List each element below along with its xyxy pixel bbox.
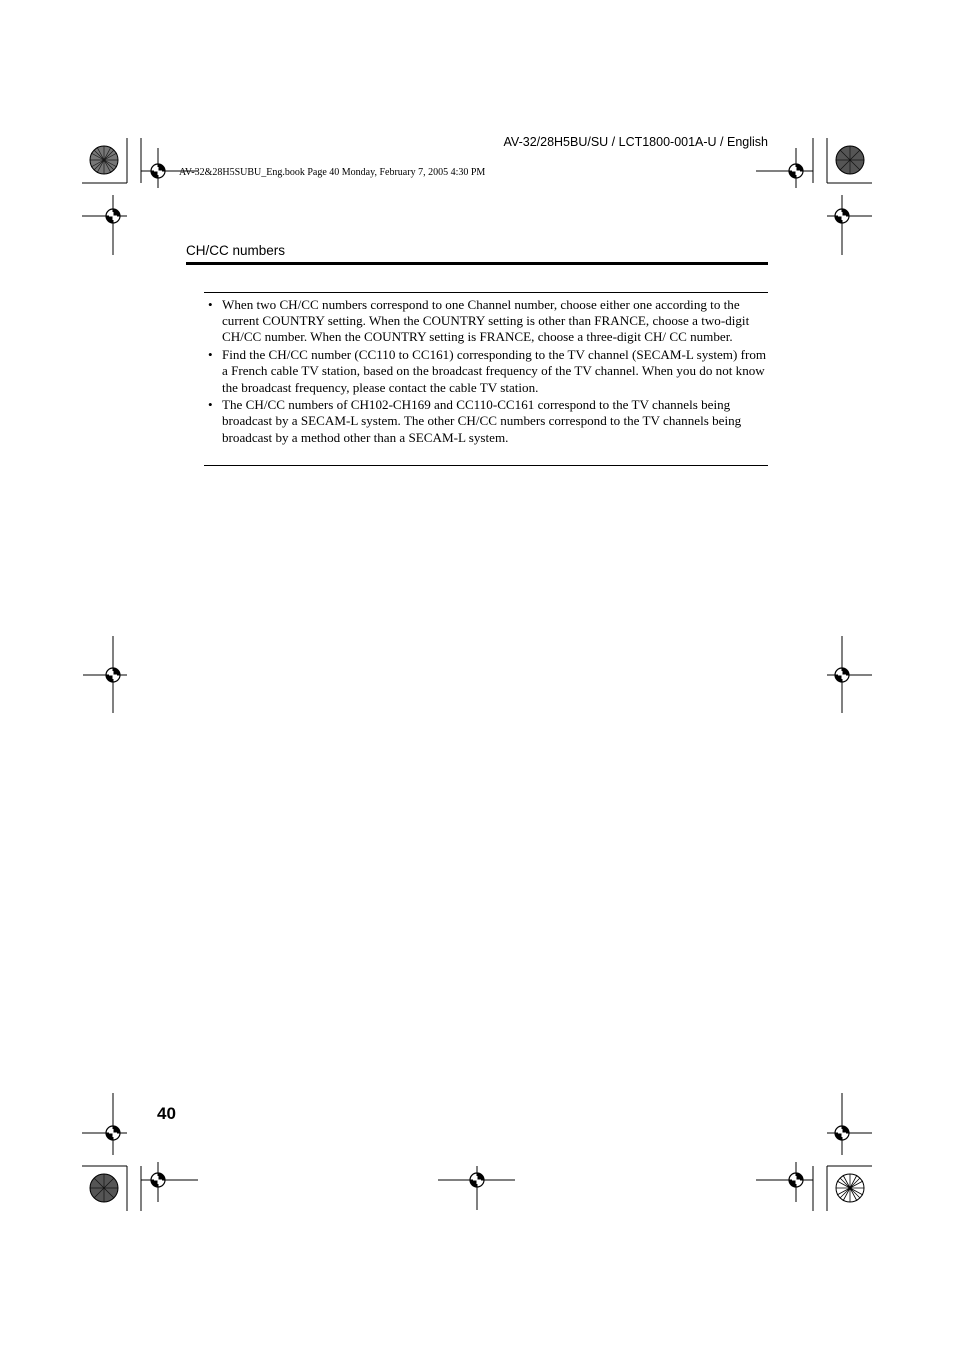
note-text: The CH/CC numbers of CH102-CH169 and CC110-CC161 correspond to the TV channels being broadcast by a SECAM-L system. The other CH/CC numbers correspond to the TV channels being broadcast by a method other than a SECAM-L system. bbox=[222, 397, 742, 445]
document-id: AV-32/28H5BU/SU / LCT1800-001A-U / English bbox=[503, 135, 768, 149]
registration-crosshair-icon bbox=[106, 668, 120, 682]
star-target-icon bbox=[836, 1174, 864, 1202]
bullet: • bbox=[208, 297, 213, 312]
star-target-icon bbox=[90, 1174, 118, 1202]
registration-crosshair-icon bbox=[789, 164, 803, 178]
page-number: 40 bbox=[157, 1104, 176, 1123]
bullet: • bbox=[208, 347, 213, 363]
section-title: CH/CC numbers bbox=[186, 243, 286, 258]
registration-crosshair-icon bbox=[106, 209, 120, 223]
registration-crosshair-icon bbox=[789, 1173, 803, 1187]
registration-crosshair-icon bbox=[470, 1173, 484, 1187]
note-text: When two CH/CC numbers correspond to one Channel number, choose either one according to the current COUNTRY setting. When the COUNTRY setting is other than FRANCE, choose a two-digit CH/CC number. When the COUNTRY setting is FRANCE, choose a three-digit CH/ CC number. bbox=[222, 297, 750, 345]
note-item bbox=[204, 297, 768, 346]
note-box-top-rule bbox=[204, 292, 768, 293]
note-item bbox=[204, 397, 768, 446]
note-text: Find the CH/CC number (CC110 to CC161) corresponding to the TV channel (SECAM-L system) from a French cable TV station, based on the broadcast frequency of the TV channel. When you do not know the broadcast frequency, please contact the cable TV station. bbox=[222, 347, 767, 395]
note-box-bottom-rule bbox=[204, 465, 768, 466]
registration-crosshair-icon bbox=[835, 209, 849, 223]
registration-crosshair-icon bbox=[835, 1126, 849, 1140]
note-item bbox=[204, 347, 768, 396]
notes-list bbox=[204, 297, 768, 447]
registration-crosshair-icon bbox=[151, 1173, 165, 1187]
bullet: • bbox=[208, 397, 213, 413]
book-file-info: AV-32&28H5SUBU_Eng.book Page 40 Monday, February 7, 2005 4:30 PM bbox=[179, 167, 486, 178]
header-rule bbox=[186, 262, 768, 265]
star-target-icon bbox=[90, 146, 118, 174]
registration-crosshair-icon bbox=[106, 1126, 120, 1140]
star-target-icon bbox=[836, 146, 864, 174]
crop-marks-middle bbox=[83, 636, 872, 713]
registration-crosshair-icon bbox=[151, 164, 165, 178]
registration-crosshair-icon bbox=[835, 668, 849, 682]
